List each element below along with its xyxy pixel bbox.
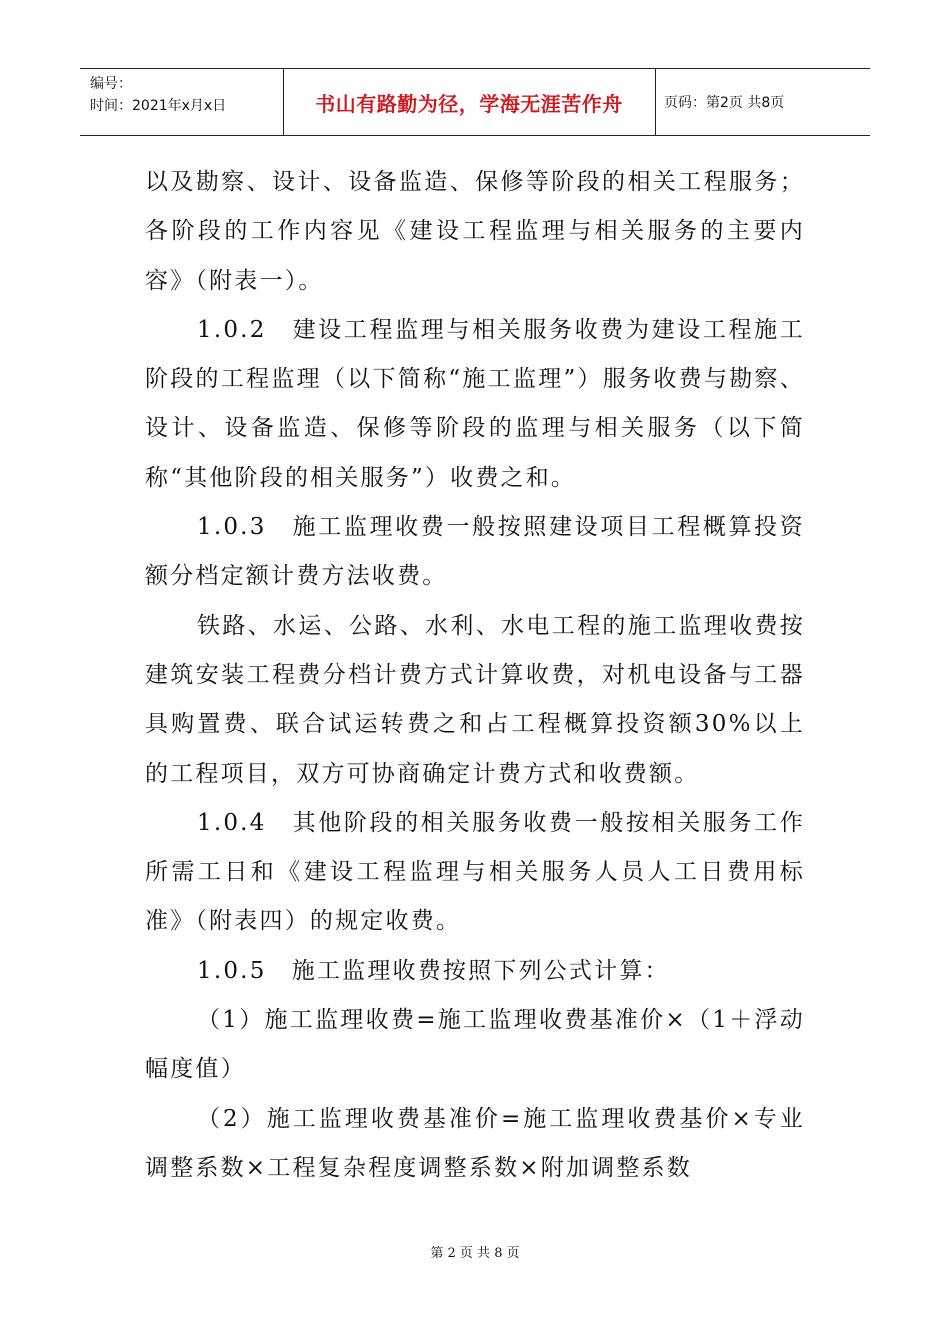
paragraph: 以及勘察、设计、设备监造、保修等阶段的相关工程服务；各阶段的工作内容见《建设工程监理与相关服务的主要内容》（附表一）。 <box>145 169 805 294</box>
paragraph: 1.0.3 施工监理收费一般按照建设项目工程概算投资额分档定额计费方法收费。 <box>145 514 805 590</box>
paragraph: 1.0.5 施工监理收费按照下列公式计算： <box>197 957 670 984</box>
header-motto-cell <box>283 69 656 135</box>
paragraph: 1.0.4 其他阶段的相关服务收费一般按相关服务工作所需工日和《建设工程监理与相关服务人员人工日费用标准》（附表四）的规定收费。 <box>145 809 805 935</box>
header-page-info-cell <box>656 69 870 135</box>
document-date: 时间：2021年x月x日 <box>90 98 227 114</box>
paragraph: 1.0.2 建设工程监理与相关服务收费为建设工程施工阶段的工程监理（以下简称“施工监理”）服务收费与勘察、设计、设备监造、保修等阶段的监理与相关服务（以下简称“其他阶段的相关服务”）收费之和。 <box>145 316 805 491</box>
header-page-info: 页码：第2页 共8页 <box>664 95 785 111</box>
paragraph: 铁路、水运、公路、水利、水电工程的施工监理收费按建筑安装工程费分档计费方式计算收费，对机电设备与工器具购置费、联合试运转费之和占工程概算投资额30%以上的工程项目，双方可协商确定计费方式和收费额。 <box>145 612 805 787</box>
page-header <box>80 68 870 136</box>
header-left-cell <box>80 69 284 135</box>
document-body <box>145 158 805 1193</box>
header-motto: 书山有路勤为径，学海无涯苦作舟 <box>315 91 623 116</box>
document-number-label: 编号： <box>90 76 132 92</box>
page-footer: 第 2 页 共 8 页 <box>430 1246 520 1261</box>
paragraph: （2）施工监理收费基准价=施工监理收费基价×专业调整系数×工程复杂程度调整系数×附加调整系数 <box>145 1105 805 1181</box>
paragraph: （1）施工监理收费=施工监理收费基准价×（1＋浮动幅度值） <box>145 1007 805 1083</box>
